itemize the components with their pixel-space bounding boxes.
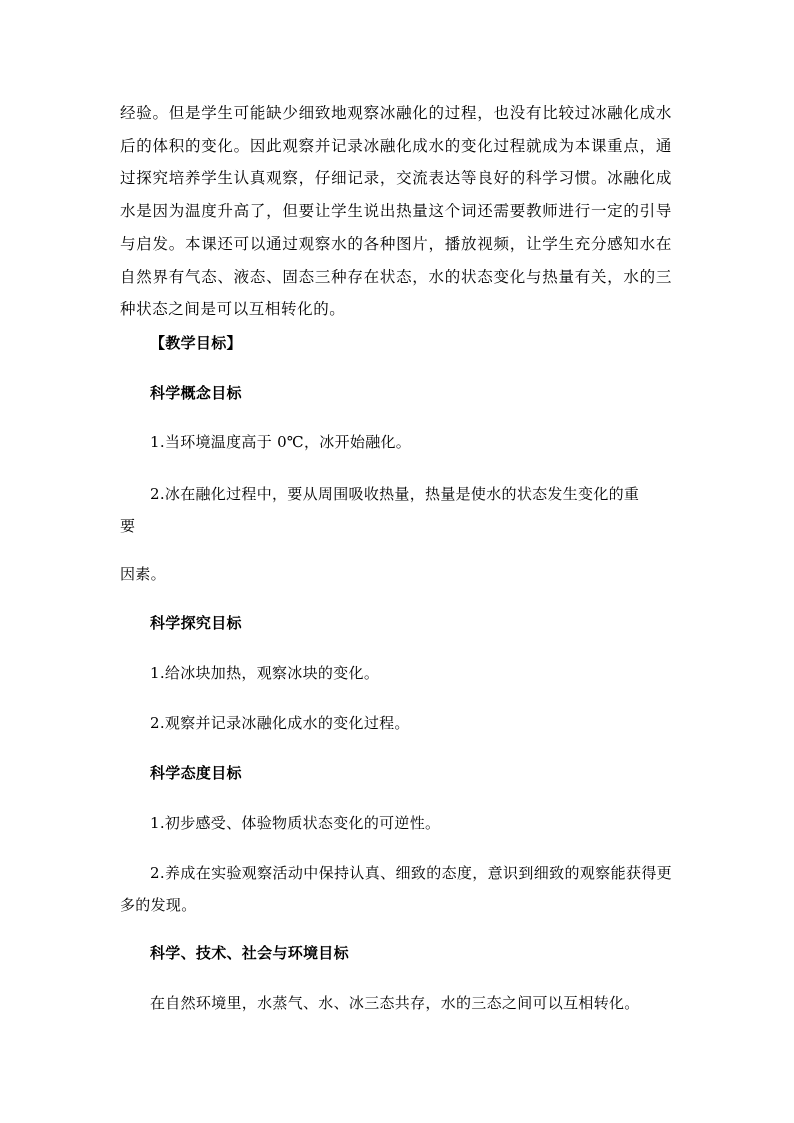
attitude-goals-heading: 科学态度目标	[150, 764, 242, 782]
stse-goal-item-1: 在自然环境里，水蒸气、水、冰三态共存，水的三态之间可以互相转化。	[150, 994, 640, 1012]
concept-goal-item-2-line-3: 因素。	[120, 565, 166, 583]
stse-goals-heading: 科学、技术、社会与环境目标	[150, 944, 349, 962]
inquiry-goal-item-2: 2.观察并记录冰融化成水的变化过程。	[150, 714, 410, 732]
teaching-goals-heading: 【教学目标】	[150, 334, 242, 352]
concept-goal-item-2-line-2: 要	[120, 517, 136, 535]
concept-goal-item-2-line-1: 2.冰在融化过程中，要从周围吸收热量，热量是使水的状态发生变化的重	[150, 485, 640, 503]
concept-goals-heading: 科学概念目标	[150, 384, 242, 402]
inquiry-goal-item-1: 1.给冰块加热，观察冰块的变化。	[150, 664, 380, 682]
inquiry-goals-heading: 科学探究目标	[150, 614, 242, 632]
attitude-goal-item-1: 1.初步感受、体验物质状态变化的可逆性。	[150, 814, 441, 832]
concept-goal-item-1: 1.当环境温度高于 0℃，冰开始融化。	[150, 433, 412, 451]
intro-paragraph: 经验。但是学生可能缺少细致地观察冰融化的过程，也没有比较过冰融化成水后的体积的变化。因此观察并记录冰融化成水的变化过程就成为本课重点，通过探究培养学生认真观察，仔细记录，交流表达等良好的科学习惯。冰融化成水是因为温度升高了，但要让学生说出热量这个词还需要教师进行一定的引导与启发。本课还可以通过观察水的各种图片，播放视频，让学生充分感知水在自然界有气态、液态、固态三种存在状态，水的状态变化与热量有关，水的三种状态之间是可以互相转化的。	[120, 104, 672, 319]
attitude-goal-item-2: 2.养成在实验观察活动中保持认真、细致的态度，意识到细致的观察能获得更多的发现。	[120, 864, 672, 914]
